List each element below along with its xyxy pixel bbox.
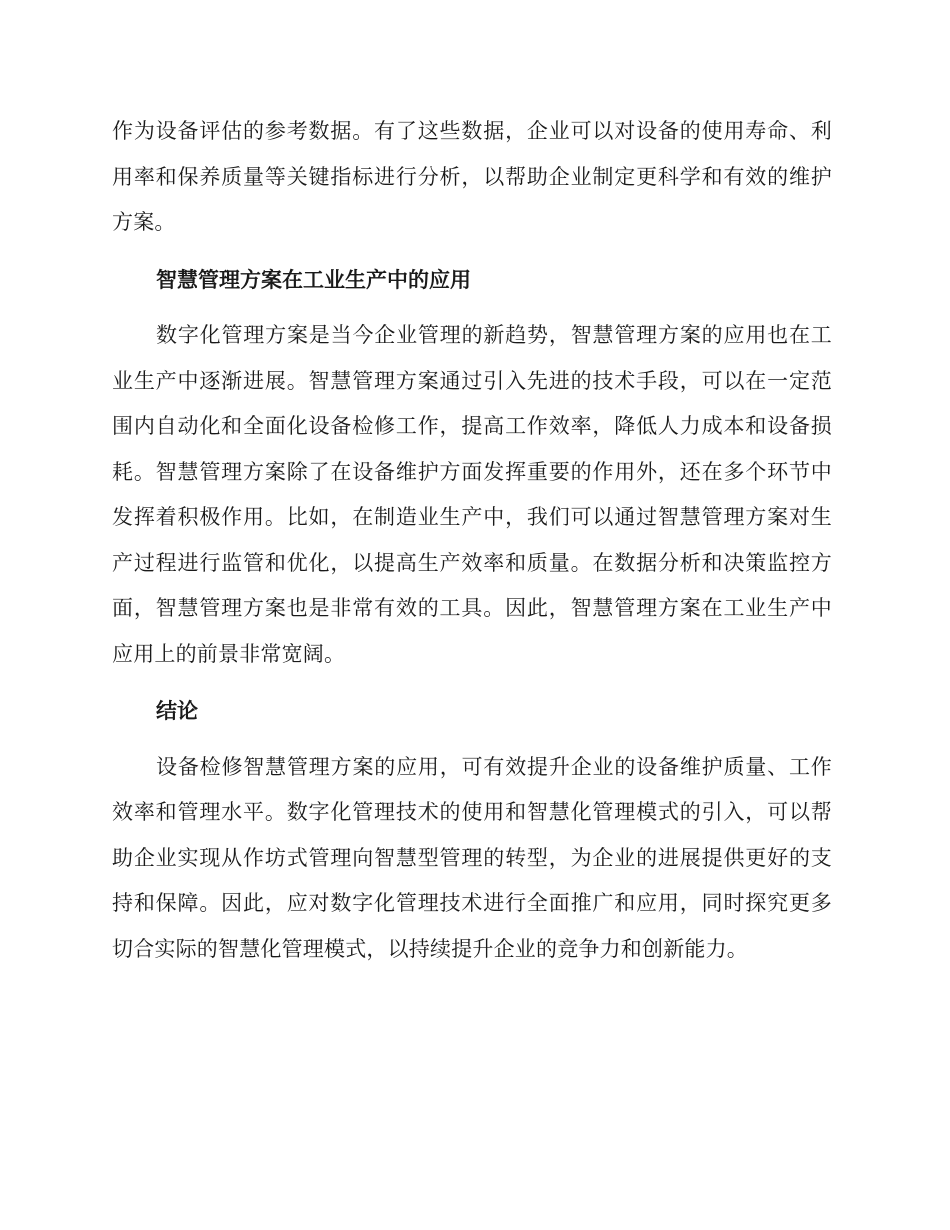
conclusion-paragraph: 设备检修智慧管理方案的应用，可有效提升企业的设备维护质量、工作效率和管理水平。数字化管理技术的使用和智慧化管理模式的引入，可以帮助企业实现从作坊式管理向智慧型管理的转型，为企业的进展提供更好的支持和保障。因此，应对数字化管理技术进行全面推广和应用，同时探究更多切合实际的智慧化管理模式，以持续提升企业的竞争力和创新能力。 [112, 754, 832, 961]
industrial-paragraph: 数字化管理方案是当今企业管理的新趋势，智慧管理方案的应用也在工业生产中逐渐进展。智慧管理方案通过引入先进的技术手段，可以在一定范围内自动化和全面化设备检修工作，提高工作效率，降低人力成本和设备损耗。智慧管理方案除了在设备维护方面发挥重要的作用外，还在多个环节中发挥着积极作用。比如，在制造业生产中，我们可以通过智慧管理方案对生产过程进行监管和优化，以提高生产效率和质量。在数据分析和决策监控方面，智慧管理方案也是非常有效的工具。因此，智慧管理方案在工业生产中应用上的前景非常宽阔。 [112, 323, 832, 666]
section-heading-industrial: 智慧管理方案在工业生产中的应用 [156, 267, 471, 292]
continued-paragraph: 作为设备评估的参考数据。有了这些数据，企业可以对设备的使用寿命、利用率和保养质量等关键指标进行分析，以帮助企业制定更科学和有效的维护方案。 [112, 119, 832, 234]
section-heading-conclusion: 结论 [156, 699, 198, 723]
document-page [112, 109, 832, 972]
